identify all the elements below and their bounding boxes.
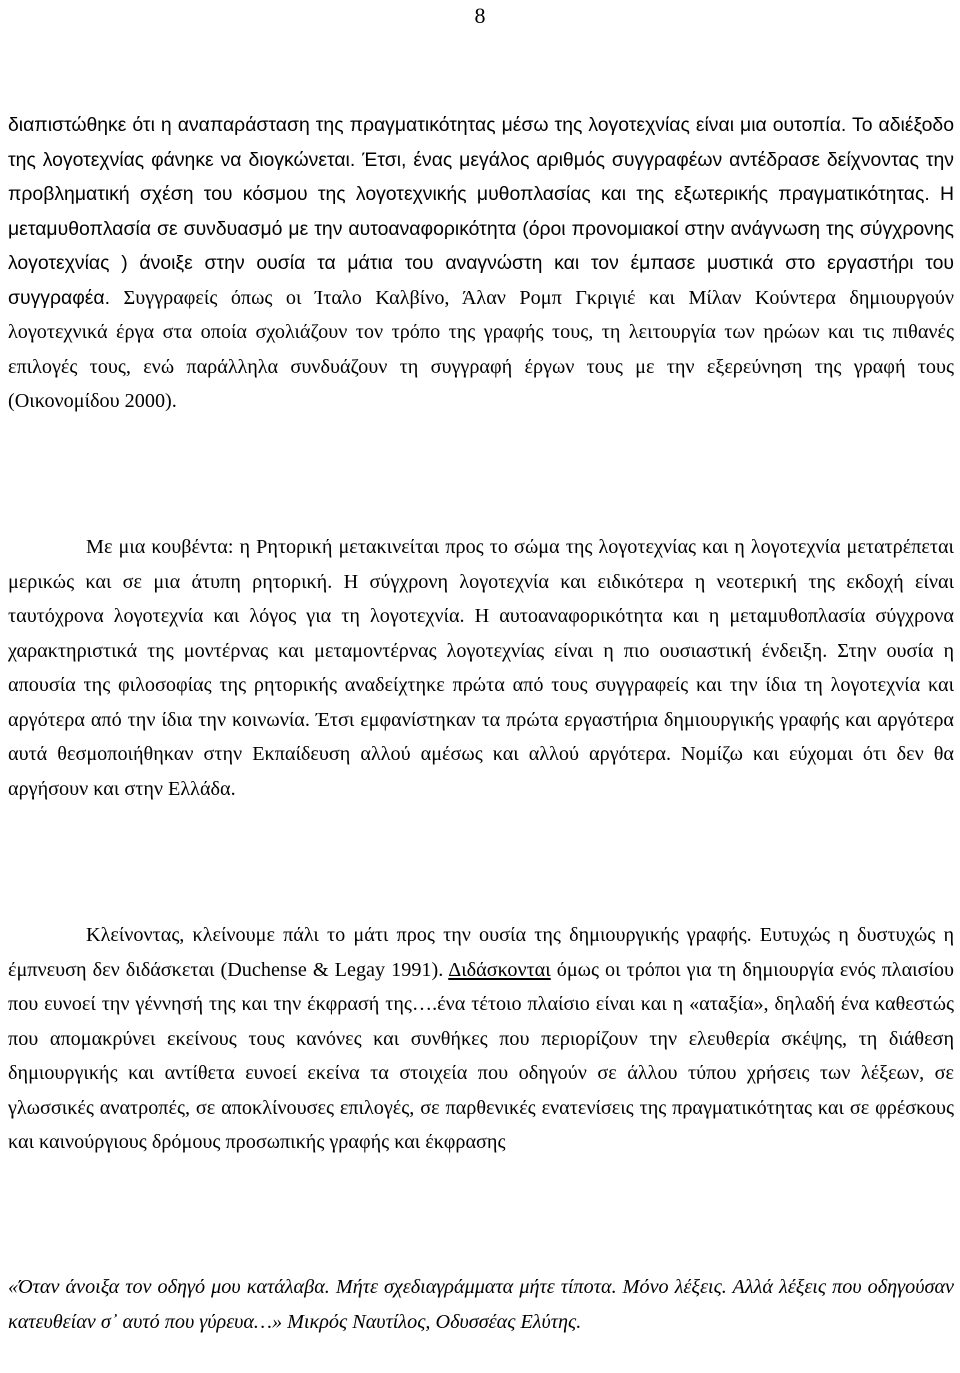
paragraph-3-part-2: όμως οι τρόποι για τη δημιουργία ενός πλαισίου που ευνοεί την γέννησή της και την έκφρασή της….ένα τέτοιο πλαίσιο είναι και η «αταξία», δηλαδή ένα καθεστώς που απομακρύνει εκείνους τους κανόνες και συνθήκες που περιορίζουν την ελευθερία σκέψης, τη διάθεση δημιουργικής και αντίθετα ευνοεί εκείνα τα στοιχεία που οδηγούν σε άλλου τύπου χρήσεις των λέξεων, σε γλωσσικές ανατροπές, σε αποκλίνουσες επιλογές, σε παρθενικές ενατενίσεις της πραγματικότητας και σε φρέσκους και καινούργιους δρόμους προσωπικής γραφής και έκφρασης xyxy=(8,958,954,1153)
paragraph-1 xyxy=(8,108,954,419)
paragraph-1-part-1: διαπιστώθηκε ότι η αναπαράσταση της πραγματικότητας μέσω της λογοτεχνίας είναι μια ουτοπία. Το αδιέξοδο της λογοτεχνίας φάνηκε να διογκώνεται. Έτσι, ένας μεγάλος αριθμός συγγραφέων αντέδρασε δείχνοντας την προβληματική σχέση του κόσμου της λογοτεχνικής μυθοπλασίας και της εξωτερικής πραγματικότητας. Η μεταμυθοπλασία σε συνδυασμό με την αυτοαναφορικότητα (όροι προνομιακοί στην ανάγνωση της σύγχρονης λογοτεχνίας ) άνοιξε στην ουσία τα μάτια του αναγνώστη και τον έμπασε μυστικά στο εργαστήρι του συγγραφέα. xyxy=(8,114,954,309)
paragraph-2: Με μια κουβέντα: η Ρητορική μετακινείται προς το σώμα της λογοτεχνίας και η λογοτεχνία μετατρέπεται μερικώς και σε μια άτυπη ρητορική. Η σύγχρονη λογοτεχνία και ειδικότερα η νεοτερική της εκδοχή είναι ταυτόχρονα λογοτεχνία και λόγος για τη λογοτεχνία. Η αυτοαναφορικότητα και η μεταμυθοπλασία σύγχρονα χαρακτηριστικά της μοντέρνας και μεταμοντέρνας λογοτεχνίας είναι η πιο ουσιαστική ένδειξη. Στην ουσία η απουσία της φιλοσοφίας της ρητορικής αναδείχτηκε πρώτα από τους συγγραφείς και την ίδια τη λογοτεχνία και αργότερα από την ίδια την κοινωνία. Έτσι εμφανίστηκαν τα πρώτα εργαστήρια δημιουργικής γραφής και αργότερα αυτά θεσμοποιήθηκαν στην Εκπαίδευση αλλού αμέσως και αλλού αργότερα. Νομίζω και εύχομαι ότι δεν θα αργήσουν και στην Ελλάδα. xyxy=(8,536,954,800)
page-number: 8 xyxy=(474,3,486,28)
paragraph-3-underlined-word: Διδάσκονται xyxy=(448,958,551,981)
paragraph-1-part-2: Συγγραφείς όπως οι Ίταλο Καλβίνο, Άλαν Ρομπ Γκριγιέ και Μίλαν Κούντερα δημιουργούν λογοτεχνικά έργα στα οποία σχολιάζουν τον τρόπο της γραφής τους, τη λειτουργία των ηρώων και τις πιθανές επιλογές τους, ενώ παράλληλα συνδυάζουν τη συγγραφή έργων τους με την εξερεύνηση της γραφή τους xyxy=(8,286,954,378)
paragraph-3 xyxy=(8,918,954,1160)
closing-quote: «Όταν άνοιξα τον οδηγό μου κατάλαβα. Μήτε σχεδιαγράμματα μήτε τίποτα. Μόνο λέξεις. Αλλά λέξεις που οδηγούσαν κατευθείαν σ᾽ αυτό που γύρευα…» Μικρός Ναυτίλος, Οδυσσέας Ελύτης. xyxy=(8,1276,954,1333)
citation-oikonomidou: (Οικονομίδου 2000). xyxy=(8,390,177,412)
paragraph-3-part-1: Κλείνοντας, κλείνουμε πάλι το μάτι προς την ουσία της δημιουργικής γραφής. Ευτυχώς η δυστυχώς η έμπνευση δεν διδάσκεται (Duchense & Legay 1991). xyxy=(8,924,954,981)
